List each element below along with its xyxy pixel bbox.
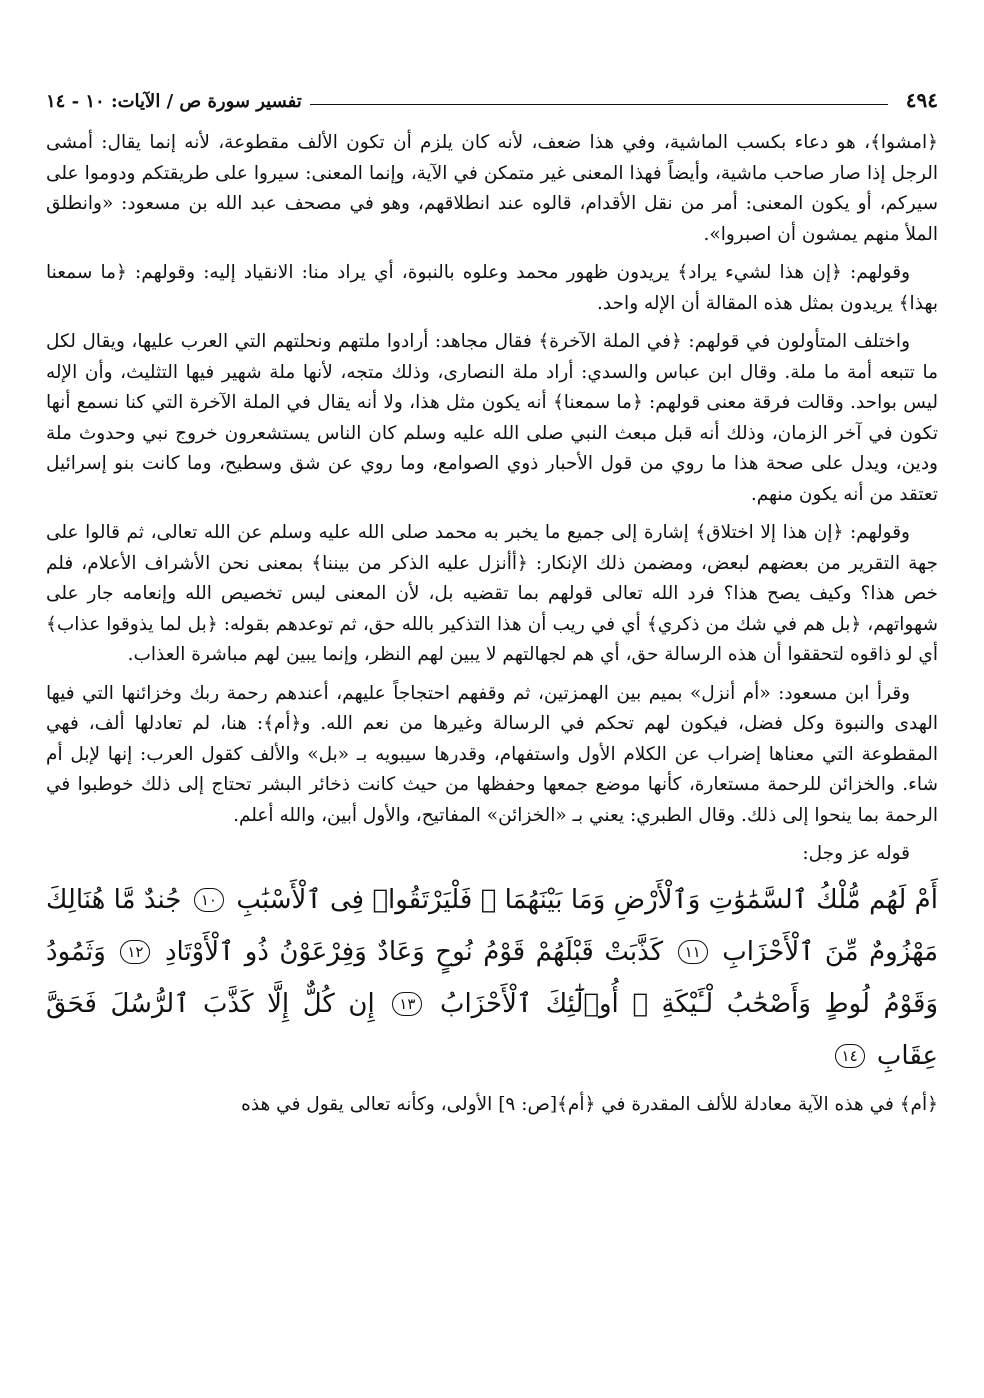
closing-paragraph: ﴿أم﴾ في هذه الآية معادلة للألف المقدرة في ﴿أم﴾[ص: ٩] الأولى، وكأنه تعالى يقول في هذه	[241, 1093, 938, 1115]
verse-text: كَذَّبَتْ قَبْلَهُمْ قَوْمُ نُوحٍ وَعَادٌ وَفِرْعَوْنُ ذُو ٱلْأَوْتَادِ	[164, 936, 664, 967]
paragraph: واختلف المتأولون في قولهم: ﴿في الملة الآخرة﴾ فقال مجاهد: أرادوا ملتهم ونحلتهم التي العرب عليها، ويقال لكل ما تتبعه أمة ما ملة. وقال ابن عباس والسدي: أراد ملة النصارى، وذلك متجه، لأنها ملة شهير فيها التثليث، وأن الإله ليس بواحد. وقالت فرقة معنى قولهم: ﴿ما سمعنا﴾ أنه يكون مثل هذا، ولا أنه يقال في الملة الآخرة التي كنا نسمع أنها تكون في آخر الزمان، وذلك أنه قبل مبعث النبي صلى الله عليه وسلم كان الناس يستشعرون خروج نبي وحدوث ملة ودين، ويدل على صحة هذا ما روي من قول الأحبار ذوي الصوامع، وما روي عن شق وسطيح، وما كانت بنو إسرائيل تعتقد من أنه يكون منهم.	[46, 331, 938, 505]
verse-text: إِن كُلٌّ إِلَّا كَذَّبَ ٱلرُّسُلَ فَحَقَّ عِقَابِ	[46, 988, 938, 1071]
quran-verses	[46, 874, 938, 1082]
running-title: تفسير سورة ص / الآيات: ١٠ - ١٤	[46, 91, 302, 112]
page-header	[46, 78, 938, 112]
body-text	[46, 128, 938, 1128]
verse-number: ١١	[678, 940, 708, 964]
verse-number: ١٤	[835, 1044, 865, 1068]
paragraph: وقرأ ابن مسعود: «أم أنزل» بميم بين الهمزتين، ثم وقفهم احتجاجاً عليهم، أعندهم رحمة ربك وخزائنها التي فيها الهدى والنبوة وكل فضل، فيكون لهم تحكم في الرسالة وغيرها من نعم الله. و﴿أم﴾: هنا، لم تعادلها ألف، فهي المقطوعة التي معناها إضراب عن الكلام الأول واستفهام، وقدرها سيبويه بـ «بل» والألف كقول العرب: إنها لإبل أم شاء. والخزائن للرحمة مستعارة، كأنها موضع جمعها وحفظها من حيث كانت ذخائر البشر تحتاج إلى ذلك خوطبوا في الرحمة بما ينحوا إلى ذلك. وقال الطبري: يعني بـ «الخزائن» المفاتيح، والأول أبين، والله أعلم.	[46, 682, 938, 826]
verse-text: أَمْ لَهُم مُّلْكُ ٱلسَّمَٰوَٰتِ وَٱلْأَرْضِ وَمَا بَيْنَهُمَا ۖ فَلْيَرْتَقُوا۟ فِى ٱلْأَسْبَٰبِ	[236, 884, 938, 915]
header-rule	[310, 104, 888, 105]
verse-number: ١٠	[194, 888, 224, 912]
paragraph: وقولهم: ﴿إن هذا لشيء يراد﴾ يريدون ظهور محمد وعلوه بالنبوة، أي يراد منا: الانقياد إليه: وقولهم: ﴿ما سمعنا بهذا﴾ يريدون بمثل هذه المقالة أن الإله واحد.	[46, 262, 938, 314]
verse-number: ١٣	[392, 992, 422, 1016]
verse-text: وَثَمُودُ وَقَوْمُ لُوطٍ وَأَصْحَٰبُ لْـَٔيْكَةِ ۚ أُو۟لَٰٓئِكَ ٱلْأَحْزَابُ	[46, 936, 939, 1019]
paragraph: وقولهم: ﴿إن هذا إلا اختلاق﴾ إشارة إلى جميع ما يخبر به محمد صلى الله عليه وسلم عن الله تعالى، ثم قالوا على جهة التقرير من بعضهم لبعض، ومضمن ذلك الإنكار: ﴿أأنزل عليه الذكر من بيننا﴾ بمعنى نحن الأشراف الأعلام، فلم خص هذا؟ وكيف يصح هذا؟ فرد الله تعالى قولهم بما تقضيه بل، لأن المعنى ليس تخصيص الله وإنعامه جار على شهواتهم، ﴿بل هم في شك من ذكري﴾ أي في ريب أن هذا التذكير بالله حق، ثم توعدهم بقوله: ﴿بل لما يذوقوا عذاب﴾ أي لو ذاقوه لتحققوا أن هذه الرسالة حق، أي هم لجهالتهم لا يبين لهم النظر، وإنما يبين لهم مباشرة العذاب.	[46, 522, 938, 665]
paragraph: ﴿امشوا﴾، هو دعاء بكسب الماشية، وفي هذا ضعف، لأنه كان يلزم أن تكون الألف مقطوعة، لأنه إنما يقال: أمشى الرجل إذا صار صاحب ماشية، وأيضاً فهذا المعنى غير متمكن في الآية، وإنما المعنى: سيروا على طريقتكم ودوموا على سيركم، أو يكون المعنى: أمر من نقل الأقدام، قالوه عند انطلاقهم، وهو في مصحف عبد الله بن مسعود: «وانطلق الملأ منهم يمشون أن اصبروا».	[46, 132, 938, 245]
verse-number: ١٢	[120, 940, 150, 964]
page-number: ٤٩٤	[905, 88, 938, 112]
verse-text: جُندٌ مَّا هُنَالِكَ مَهْزُومٌ مِّنَ ٱلْأَحْزَابِ	[46, 884, 938, 967]
verse-intro: قوله عز وجل:	[802, 843, 910, 864]
